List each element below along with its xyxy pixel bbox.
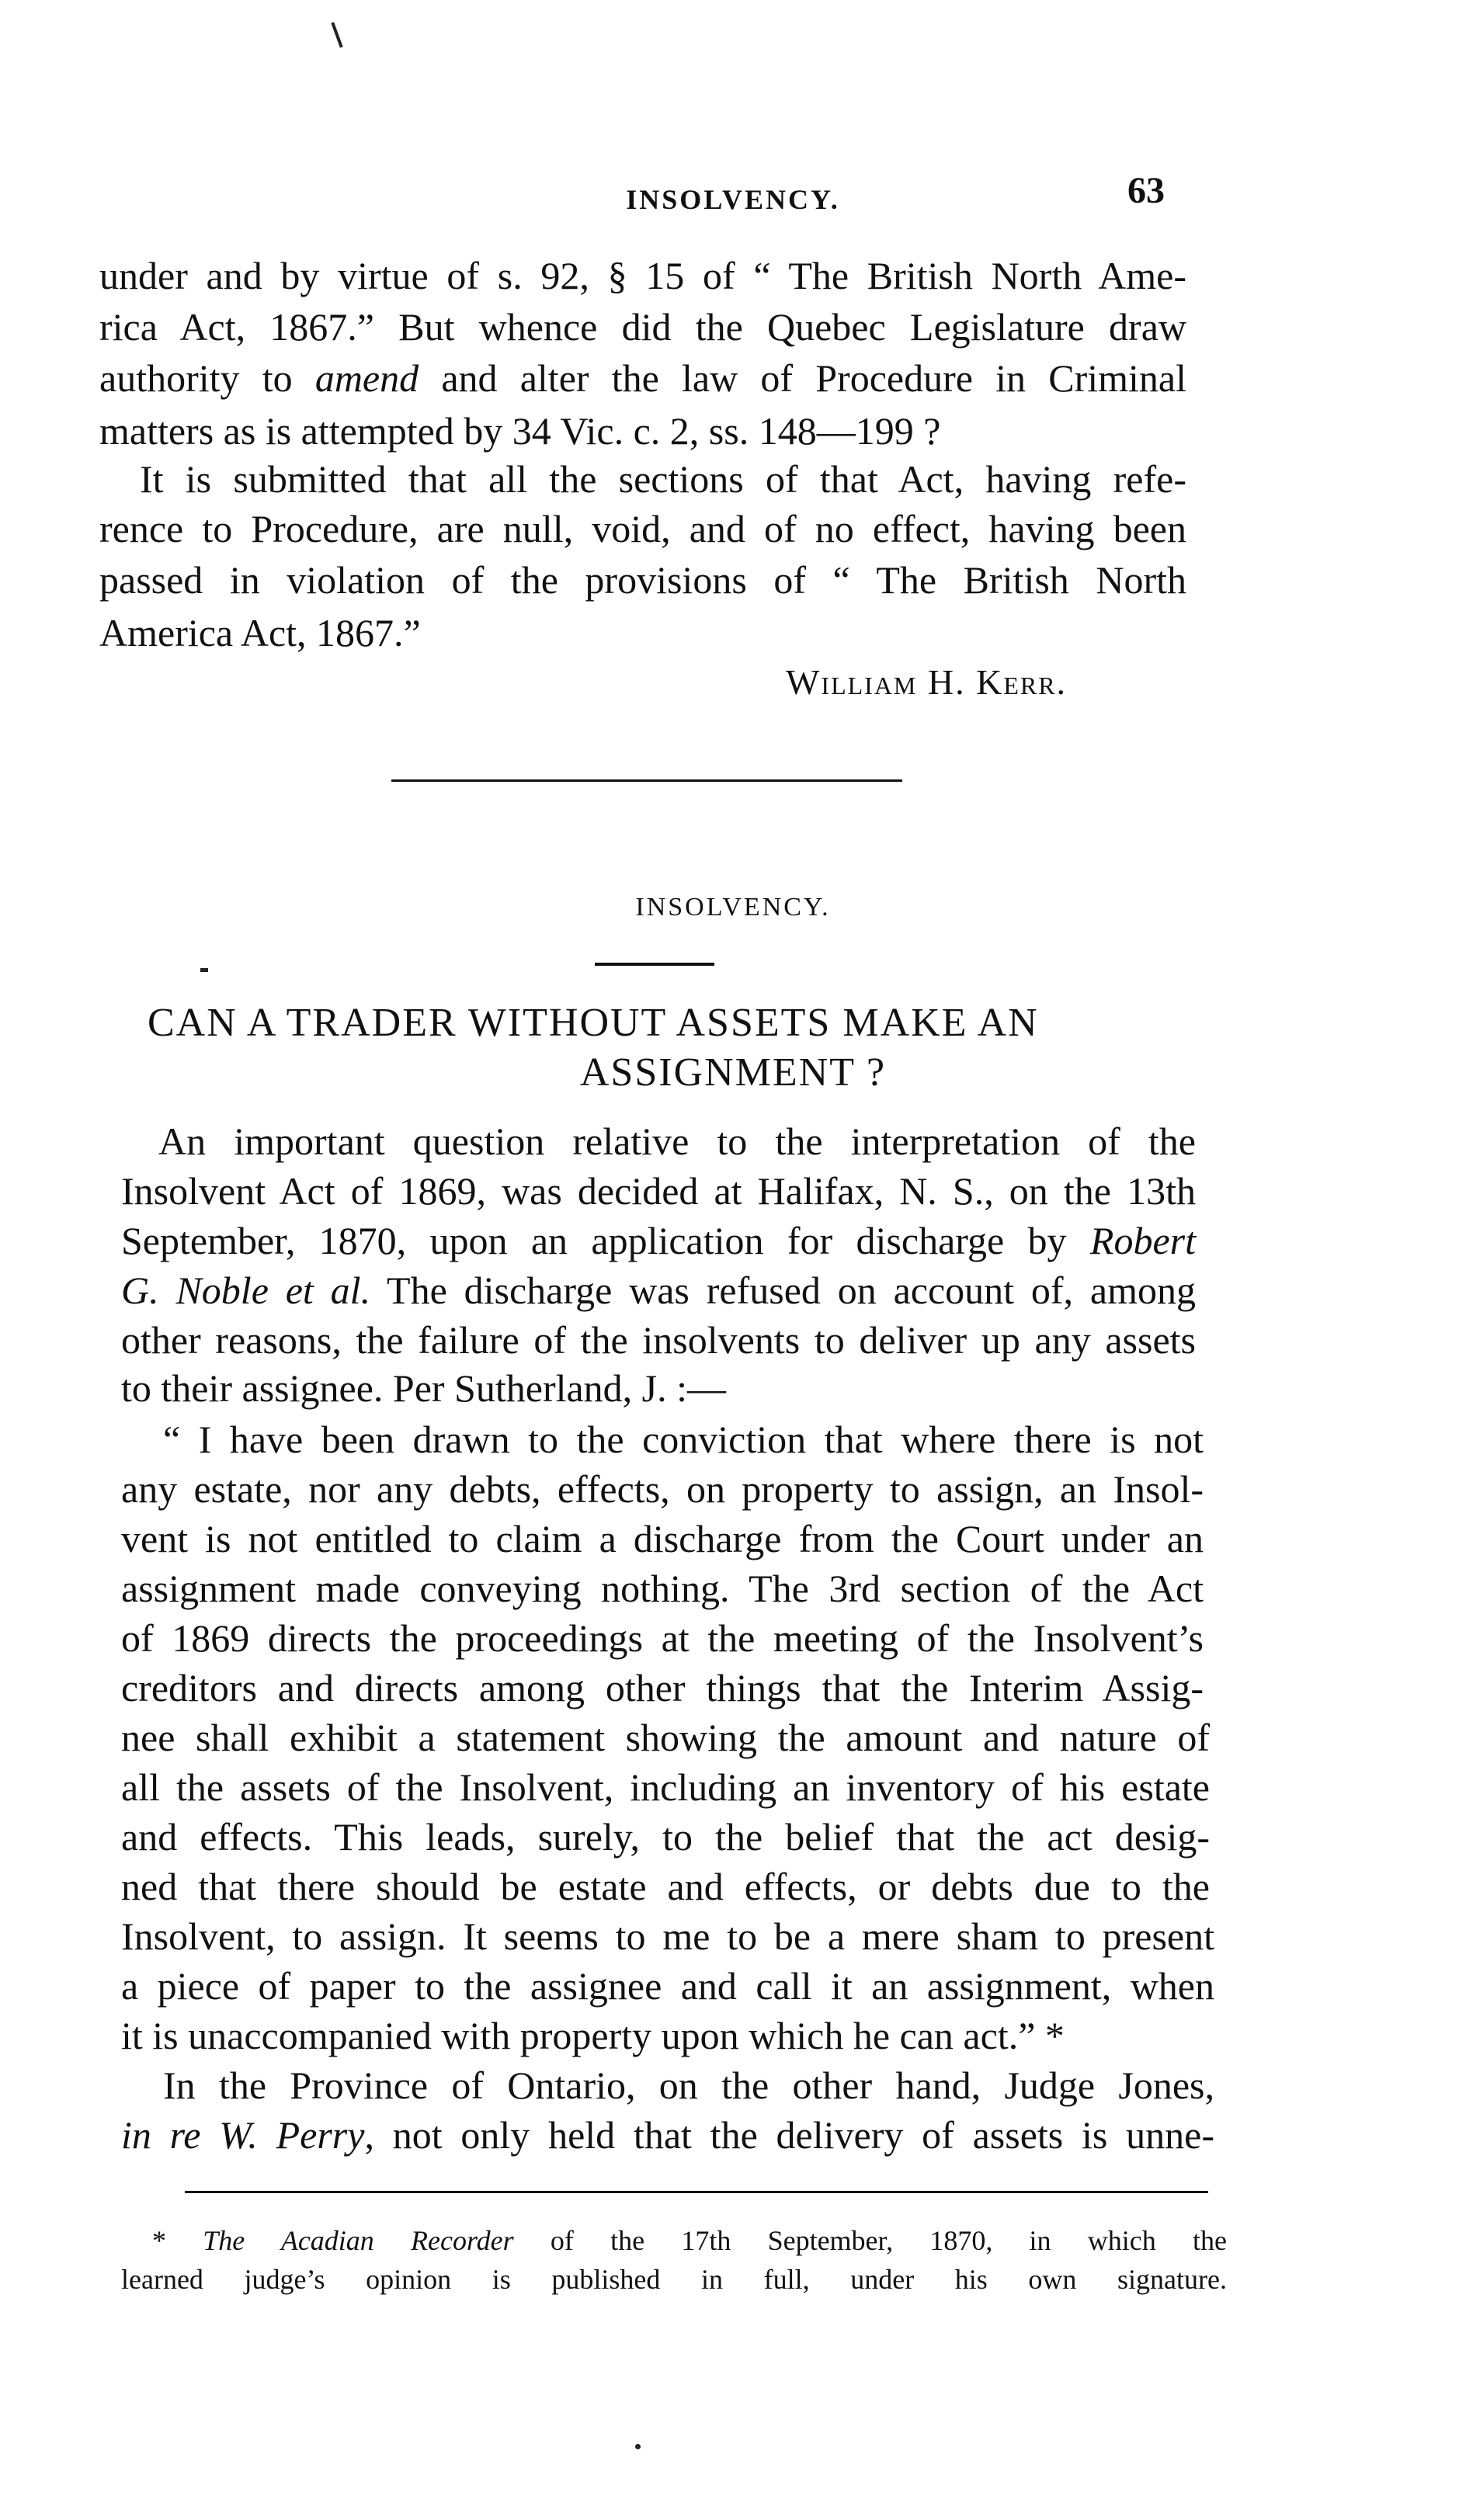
text-line: it is unaccompanied with property upon which he can act.” * [121,2014,1065,2057]
text-line: Insolvent, to assign. It seems to me to be a mere sham to present [121,1914,1214,1958]
text-line: ned that there should be estate and effects, or debts due to the [121,1865,1210,1908]
article-title: CAN A TRADER WITHOUT ASSETS MAKE AN [148,1001,1039,1045]
title-rule [595,963,714,966]
article-separator [391,779,902,782]
text-line: rica Act, 1867.” But whence did the Quebec Legislature draw [99,305,1186,349]
text-line: Insolvent Act of 1869, was decided at Halifax, N. S., on the 13th [121,1169,1196,1213]
text-line: other reasons, the failure of the insolvents to deliver up any assets [121,1318,1196,1362]
text-line: under and by virtue of s. 92, § 15 of “ The British North Ame- [99,254,1186,297]
text-line: of 1869 directs the proceedings at the meeting of the Insolvent’s [121,1616,1204,1660]
text-line: authority to amend and alter the law of Procedure in Criminal [99,356,1186,400]
text-line: “ I have been drawn to the conviction that where there is not [163,1418,1204,1461]
text-line: vent is not entitled to claim a discharge from the Court under an [121,1517,1204,1560]
running-head: INSOLVENCY. [626,184,840,215]
text-line: In the Province of Ontario, on the other hand, Judge Jones, [163,2064,1214,2107]
page-number: 63 [1127,170,1165,211]
text-line: It is submitted that all the sections of that Act, having refe- [140,457,1186,501]
print-speck [331,22,342,47]
text-line: any estate, nor any debts, effects, on property to assign, an Insol- [121,1467,1204,1511]
text-line: America Act, 1867.” [99,611,421,654]
footnote-rule [185,2191,1208,2193]
text-line: a piece of paper to the assignee and call it an assignment, when [121,1964,1214,2008]
text-line: all the assets of the Insolvent, including an inventory of his estate [121,1765,1210,1809]
footnote-line: * The Acadian Recorder of the 17th September, 1870, in which the [152,2225,1227,2256]
footnote-line: learned judge’s opinion is published in full, under his own signature. [121,2264,1227,2295]
text-line: matters as is attempted by 34 Vic. c. 2, ss. 148—199 ? [99,409,941,453]
text-line: and effects. This leads, surely, to the belief that the act desig- [121,1815,1210,1859]
article-title-line2: ASSIGNMENT ? [579,1050,887,1095]
print-speck [200,968,208,972]
text-line: rence to Procedure, are null, void, and of no effect, having been [99,507,1186,550]
text-line: creditors and directs among other things that the Interim Assig- [121,1666,1204,1710]
text-line: G. Noble et al. The discharge was refused on account of, among [121,1269,1196,1312]
print-speck [635,2444,641,2449]
text-line: nee shall exhibit a statement showing the amount and nature of [121,1716,1210,1759]
section-label: INSOLVENCY. [635,893,831,922]
text-line: passed in violation of the provisions of “ The British North [99,558,1186,602]
text-line: September, 1870, upon an application for discharge by Robert [121,1219,1196,1262]
author-signature: William H. Kerr. [786,662,1068,702]
text-line: assignment made conveying nothing. The 3rd section of the Act [121,1567,1204,1610]
text-line: An important question relative to the interpretation of the [158,1119,1196,1163]
text-line: to their assignee. Per Sutherland, J. :— [121,1366,727,1410]
text-line: in re W. Perry, not only held that the delivery of assets is unne- [121,2113,1214,2157]
